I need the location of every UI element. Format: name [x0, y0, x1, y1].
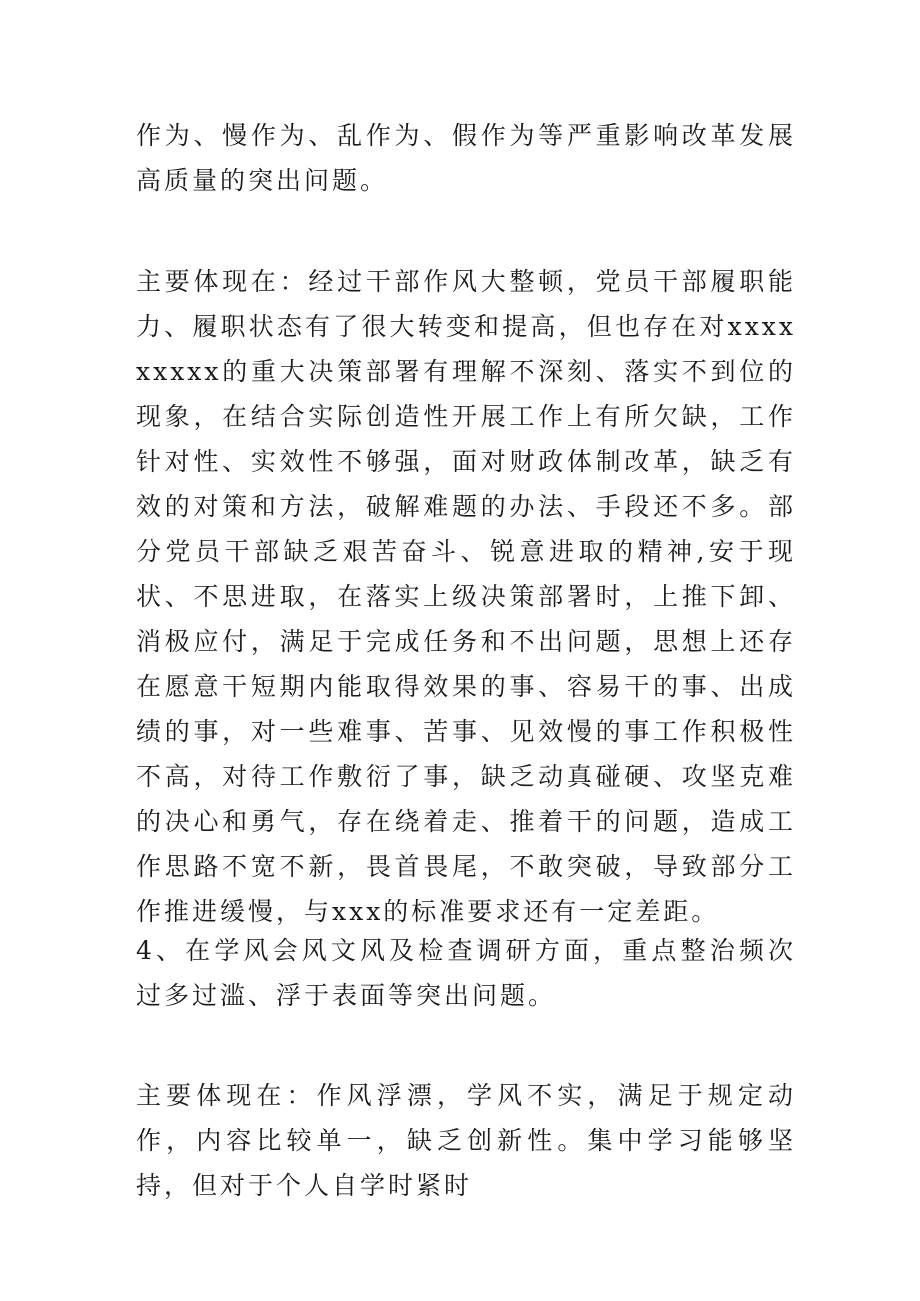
- paragraph-section-4-manifestation: 主要体现在：作风浮漂，学风不实，满足于规定动作，内容比较单一，缺乏创新性。集中学习能够坚持，但对于个人自学时紧时: [136, 1081, 796, 1200]
- paragraph-section-4-heading: 4、在学风会风文风及检查调研方面，重点整治频次过多过滥、浮于表面等突出问题。: [136, 936, 796, 1010]
- paragraph-problem-continuation: 作为、慢作为、乱作为、假作为等严重影响改革发展高质量的突出问题。: [136, 121, 796, 195]
- paragraph-main-manifestation: 主要体现在：经过干部作风大整顿，党员干部履职能力、履职状态有了很大转变和提高，但也存在对xxxxxxxxx的重大决策部署有理解不深刻、落实不到位的现象，在结合实际创造性开展工作上有所欠缺，工作针对性、实效性不够强，面对财政体制改革，缺乏有效的对策和方法，破解难题的办法、手段还不多。部分党员干部缺乏艰苦奋斗、锐意进取的精神,安于现状、不思进取，在落实上级决策部署时，上推下卸、消极应付，满足于完成任务和不出问题，思想上还存在愿意干短期内能取得效果的事、容易干的事、出成绩的事，对一些难事、苦事、见效慢的事工作积极性不高，对待工作敷衍了事，缺乏动真碰硬、攻坚克难的决心和勇气，存在绕着走、推着干的问题，造成工作思路不宽不新，畏首畏尾，不敢突破，导致部分工作推进缓慢，与xxx的标准要求还有一定差距。: [136, 267, 796, 926]
